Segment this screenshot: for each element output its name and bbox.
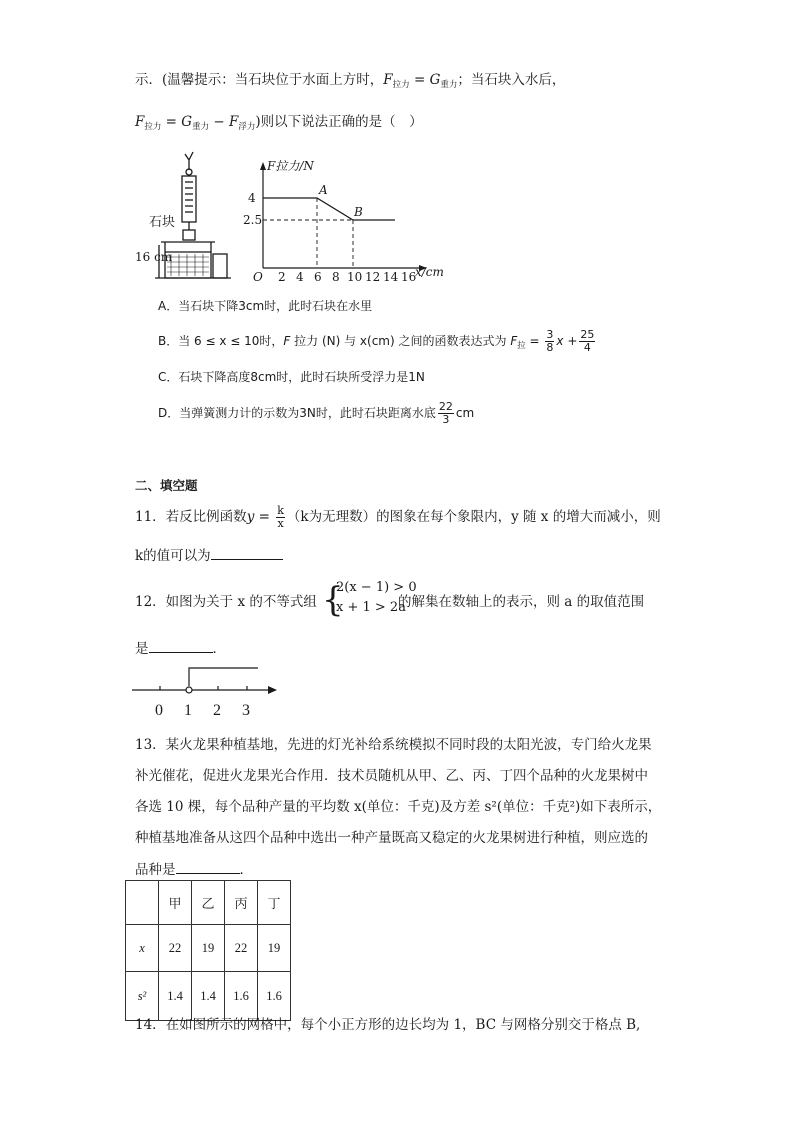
- axis-label-3: 3: [242, 702, 250, 719]
- x-tick: 10: [347, 270, 363, 284]
- q14-line1: 14．在如图所示的网格中，每个小正方形的边长均为 1，BC 与网格分别交于格点 B,: [135, 1017, 641, 1033]
- table-cell: 丙: [225, 881, 258, 925]
- q11-line2: k的值可以为: [135, 545, 283, 566]
- y-axis-label: F拉力/N: [267, 159, 314, 173]
- q13-answer-blank[interactable]: [176, 859, 240, 874]
- depth-label: 16 cm: [135, 250, 173, 264]
- table-cell: 1.6: [225, 972, 258, 1021]
- table-cell: x: [126, 925, 159, 972]
- table-cell: 1.6: [258, 972, 291, 1021]
- axis-label-0: 0: [155, 702, 163, 719]
- x-axis-label: x/cm: [415, 265, 444, 279]
- table-header-row: [126, 881, 291, 925]
- table-cell: 19: [258, 925, 291, 972]
- q12-ineq2: x + 1 > 2a: [336, 600, 406, 615]
- table-cell: 22: [159, 925, 192, 972]
- spring-scale-apparatus: [135, 148, 235, 283]
- q11-line1: 11．若反比例函数y = $\frac{k}{x}$ （k为无理数）的图象在每个象限内，y 随 x 的增大而减小，则: [135, 504, 661, 530]
- stone-label: 石块: [149, 215, 176, 230]
- table-row: [126, 925, 291, 972]
- q12-ineq1: 2(x − 1) > 0: [336, 580, 417, 595]
- q10-intro-line2: $F_{拉力} = G_{重力} - F_{浮力}$)则以下说法正确的是（ ）: [135, 114, 423, 132]
- q13-line5: 品种是 ．: [135, 859, 253, 880]
- x-tick: 12: [365, 270, 381, 284]
- table-cell: 乙: [192, 881, 225, 925]
- variety-stats-table: [125, 880, 291, 1021]
- q11-answer-blank[interactable]: [211, 545, 283, 560]
- q12-line2: 是 ．: [135, 638, 226, 659]
- q12-line1: 12．如图为关于 x 的不等式组: [135, 594, 317, 610]
- x-tick: 6: [314, 270, 322, 284]
- origin-label: O: [253, 270, 263, 284]
- axis-label-1: 1: [184, 702, 192, 719]
- q13-line1: 13．某火龙果种植基地，先进的灯光补给系统模拟不同时段的太阳光波，专门给火龙果: [135, 737, 652, 753]
- axis-label-2: 2: [213, 702, 221, 719]
- q12-answer-blank[interactable]: [149, 638, 213, 653]
- table-cell: 19: [192, 925, 225, 972]
- option-d: D．当弹簧测力计的示数为3N时，此时石块距离水底 $\frac{22}{3}$ cm: [158, 400, 475, 426]
- x-tick: 16: [401, 270, 417, 284]
- option-c: C．石块下降高度8cm时，此时石块所受浮力是1N: [158, 370, 425, 384]
- open-circle-at-1: [186, 687, 192, 693]
- table-cell: 丁: [258, 881, 291, 925]
- point-b-label: B: [354, 205, 363, 219]
- y-axis-arrow: [260, 162, 266, 170]
- table-cell: 1.4: [192, 972, 225, 1021]
- table-cell: s²: [126, 972, 159, 1021]
- q13-line2: 补光催花，促进火龙果光合作用．技术员随机从甲、乙、丙、丁四个品种的火龙果树中: [135, 768, 648, 784]
- table-cell: [126, 881, 159, 925]
- q12-brace: {: [322, 580, 344, 620]
- x-tick: 2: [278, 270, 286, 284]
- force-depth-graph: [245, 158, 455, 283]
- x-tick: 4: [296, 270, 304, 284]
- point-a-label: A: [319, 183, 328, 197]
- q10-intro-line1: 示．(温馨提示：当石块位于水面上方时，$F_{拉力} = G_{重力}$；当石块入水后，: [135, 72, 566, 90]
- option-a: A．当石块下降3cm时，此时石块在水里: [158, 299, 373, 313]
- table-cell: 22: [225, 925, 258, 972]
- number-line: [130, 660, 280, 720]
- section-title: 二、填空题: [135, 478, 198, 493]
- y-tick-4: 4: [248, 191, 256, 205]
- x-tick: 14: [383, 270, 399, 284]
- q12-line1-tail: 的解集在数轴上的表示，则 a 的取值范围: [398, 594, 645, 610]
- solution-ray: [189, 668, 258, 686]
- option-b: B．当 6 ≤ x ≤ 10时，F 拉力 (N) 与 x(cm) 之间的函数表达式为 $F_拉$ = $\frac{3}{8}$ x + $\frac{25}{4}$: [158, 328, 595, 354]
- y-tick-2-5: 2.5: [243, 213, 263, 227]
- table-cell: 甲: [159, 881, 192, 925]
- x-tick: 8: [332, 270, 340, 284]
- table-cell: 1.4: [159, 972, 192, 1021]
- table-row: [126, 972, 291, 1021]
- force-curve: [263, 198, 395, 220]
- q13-line3: 各选 10 棵，每个品种产量的平均数 x(单位：千克)及方差 s²(单位：千克²)如下表所示，: [135, 799, 662, 815]
- q13-line4: 种植基地准备从这四个品种中选出一种产量既高又稳定的火龙果树进行种植，则应选的: [135, 830, 648, 846]
